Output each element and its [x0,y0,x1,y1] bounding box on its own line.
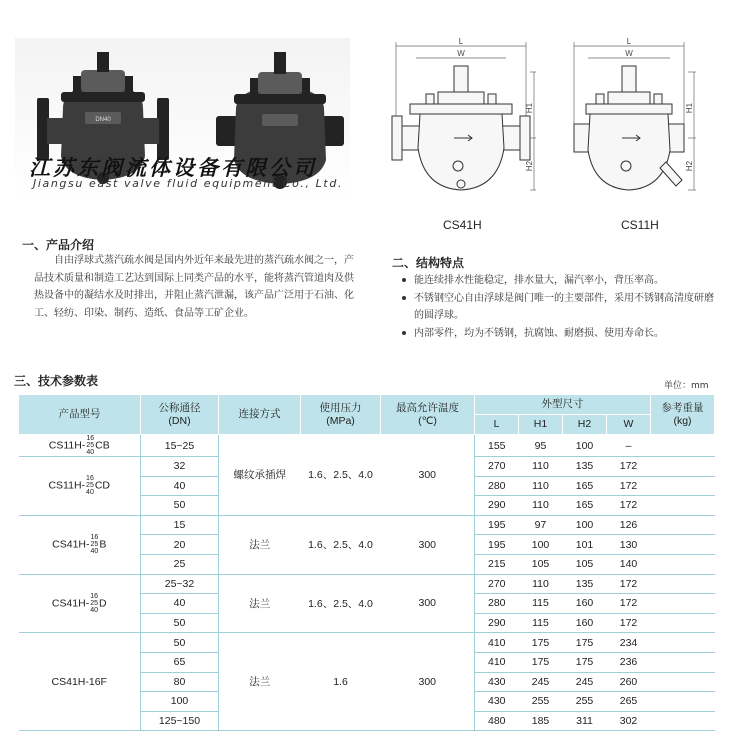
l-cell: 410 [475,633,519,653]
features-title: 二、结构特点 [392,256,465,270]
l-cell: 270 [475,457,519,477]
l-cell: 195 [475,515,519,535]
l-cell: 215 [475,554,519,574]
col-header-l: L [475,415,519,435]
w-cell: 172 [607,457,651,477]
cs11h-dim-h1: H1 [685,102,694,114]
dn-cell: 20 [141,535,219,555]
dn-cell: 25~32 [141,574,219,594]
dn-cell: 40 [141,476,219,496]
col-header-weight: 参考重量 (kg) [651,395,715,435]
col-header-model: 产品型号 [19,395,141,435]
model-fraction: 16 25 40 [86,475,94,497]
weight-cell [651,515,715,535]
dn-cell: 40 [141,594,219,614]
h1-cell: 175 [519,633,563,653]
col-header-dn: 公称通径 (DN) [141,395,219,435]
weight-cell [651,574,715,594]
cs41h-dim-h1: H1 [525,102,534,114]
h2-cell: 255 [563,692,607,712]
h2-cell: 100 [563,435,607,457]
col-header-h1: H1 [519,415,563,435]
dn-cell: 50 [141,633,219,653]
w-cell: 234 [607,633,651,653]
weight-cell [651,594,715,614]
w-cell: 172 [607,476,651,496]
pressure-cell: 1.6、2.5、4.0 [301,435,381,516]
dn-cell: 65 [141,652,219,672]
model-fraction: 16 25 40 [90,534,99,556]
model-cell: CS11H- 16 25 40 CB [19,435,141,457]
cs11h-drawing-label: CS11H [621,218,659,232]
col-header-pressure: 使用压力 (MPa) [301,395,381,435]
feature-item: 不锈钢空心自由浮球是阀门唯一的主要部件，采用不锈钢高清度研磨的圆浮球。 [400,290,720,325]
cs11h-dim-h2: H2 [685,160,694,172]
dn-cell: 15~25 [141,435,219,457]
model-fraction: 16 25 40 [90,592,99,614]
h1-cell: 245 [519,672,563,692]
h2-cell: 135 [563,457,607,477]
dn-cell: 50 [141,496,219,516]
l-cell: 280 [475,476,519,496]
product-photo [15,38,350,200]
cs11h-drawing [560,38,705,203]
valve-plate-label: DN40 [95,117,111,123]
w-cell: – [607,435,651,457]
h2-cell: 105 [563,554,607,574]
weight-cell [651,672,715,692]
cs41h-dim-l: L [458,38,464,46]
model-cell: CS41H- 16 25 40 B [19,515,141,574]
weight-cell [651,692,715,712]
dn-cell: 125~150 [141,711,219,731]
h1-cell: 110 [519,574,563,594]
w-cell: 302 [607,711,651,731]
h1-cell: 115 [519,613,563,633]
table-row [19,574,715,594]
spec-title: 三、技术参数表 [14,374,99,388]
w-cell: 172 [607,574,651,594]
connection-cell: 法兰 [219,574,301,633]
temp-cell: 300 [381,633,475,731]
weight-cell [651,535,715,555]
table-row [19,515,715,535]
dn-cell: 32 [141,457,219,477]
intro-title: 一、产品介绍 [22,238,95,252]
col-header-h2: H2 [563,415,607,435]
pressure-cell: 1.6、2.5、4.0 [301,515,381,574]
weight-cell [651,435,715,457]
h1-cell: 115 [519,594,563,614]
l-cell: 155 [475,435,519,457]
temp-cell: 300 [381,515,475,574]
intro-text [34,252,354,322]
h2-cell: 165 [563,496,607,516]
l-cell: 280 [475,594,519,614]
col-header-temp: 最高允许温度 (℃) [381,395,475,435]
l-cell: 410 [475,652,519,672]
w-cell: 130 [607,535,651,555]
cs41h-drawing-label: CS41H [443,218,482,232]
weight-cell [651,554,715,574]
weight-cell [651,613,715,633]
cs11h-dim-l: L [626,38,632,46]
h2-cell: 311 [563,711,607,731]
model-cell: CS11H- 16 25 40 CD [19,457,141,516]
company-name-cn: 江苏东阀流体设备有限公司 [29,156,317,180]
dn-cell: 25 [141,554,219,574]
h2-cell: 175 [563,633,607,653]
w-cell: 140 [607,554,651,574]
h1-cell: 110 [519,476,563,496]
h2-cell: 135 [563,574,607,594]
dn-cell: 100 [141,692,219,712]
h2-cell: 101 [563,535,607,555]
connection-cell: 螺纹承插焊 [219,435,301,516]
h2-cell: 160 [563,594,607,614]
h2-cell: 100 [563,515,607,535]
w-cell: 260 [607,672,651,692]
temp-cell: 300 [381,435,475,516]
l-cell: 270 [475,574,519,594]
h2-cell: 165 [563,476,607,496]
h2-cell: 160 [563,613,607,633]
l-cell: 195 [475,535,519,555]
connection-cell: 法兰 [219,633,301,731]
h1-cell: 95 [519,435,563,457]
weight-cell [651,652,715,672]
w-cell: 172 [607,613,651,633]
cs41h-drawing [380,38,540,203]
l-cell: 430 [475,692,519,712]
pressure-cell: 1.6、2.5、4.0 [301,574,381,633]
l-cell: 430 [475,672,519,692]
feature-item: 内部零件，均为不锈钢，抗腐蚀、耐磨损、使用寿命长。 [400,325,720,343]
col-header-w: W [607,415,651,435]
h1-cell: 110 [519,457,563,477]
weight-cell [651,633,715,653]
features-list [400,272,720,342]
weight-cell [651,711,715,731]
h2-cell: 175 [563,652,607,672]
col-header-connection: 连接方式 [219,395,301,435]
pressure-cell: 1.6 [301,633,381,731]
w-cell: 172 [607,594,651,614]
w-cell: 172 [607,496,651,516]
h1-cell: 110 [519,496,563,516]
h1-cell: 185 [519,711,563,731]
h1-cell: 105 [519,554,563,574]
dn-cell: 50 [141,613,219,633]
model-cell: CS41H- 16 25 40 D [19,574,141,633]
connection-cell: 法兰 [219,515,301,574]
intro-paragraph: 自由浮球式蒸汽疏水阀是国内外近年来最先进的蒸汽疏水阀之一，产品技术质量和制造工艺达到国际上同类产品的水平，能将蒸汽管道肉及供热设备中的凝结水及时排出，并阻止蒸汽泄漏，该产品广泛用于石油、化工、轻纺、印染、制药、造纸、食品等工矿企业。 [34,255,354,319]
l-cell: 480 [475,711,519,731]
cs11h-dim-w: W [625,49,633,58]
model-fraction: 16 25 40 [86,435,95,456]
spec-table [18,394,715,731]
h1-cell: 175 [519,652,563,672]
cs41h-dim-h2: H2 [525,160,534,172]
table-row [19,633,715,653]
dn-cell: 80 [141,672,219,692]
weight-cell [651,457,715,477]
l-cell: 290 [475,613,519,633]
h1-cell: 100 [519,535,563,555]
feature-item: 能连续排水性能稳定，排水量大，漏汽率小，背压率高。 [400,272,720,290]
table-row [19,435,715,457]
dn-cell: 15 [141,515,219,535]
w-cell: 236 [607,652,651,672]
cs41h-dim-w: W [457,49,465,58]
h2-cell: 245 [563,672,607,692]
weight-cell [651,496,715,516]
w-cell: 265 [607,692,651,712]
model-cell: CS41H-16F [19,633,141,731]
company-name-en: Jiangsu east valve fluid equipment Co., Ltd. [33,177,344,190]
h1-cell: 255 [519,692,563,712]
unit-label: 单位：mm [664,381,709,391]
temp-cell: 300 [381,574,475,633]
weight-cell [651,476,715,496]
col-header-dims: 外型尺寸 [475,395,651,415]
w-cell: 126 [607,515,651,535]
l-cell: 290 [475,496,519,516]
h1-cell: 97 [519,515,563,535]
